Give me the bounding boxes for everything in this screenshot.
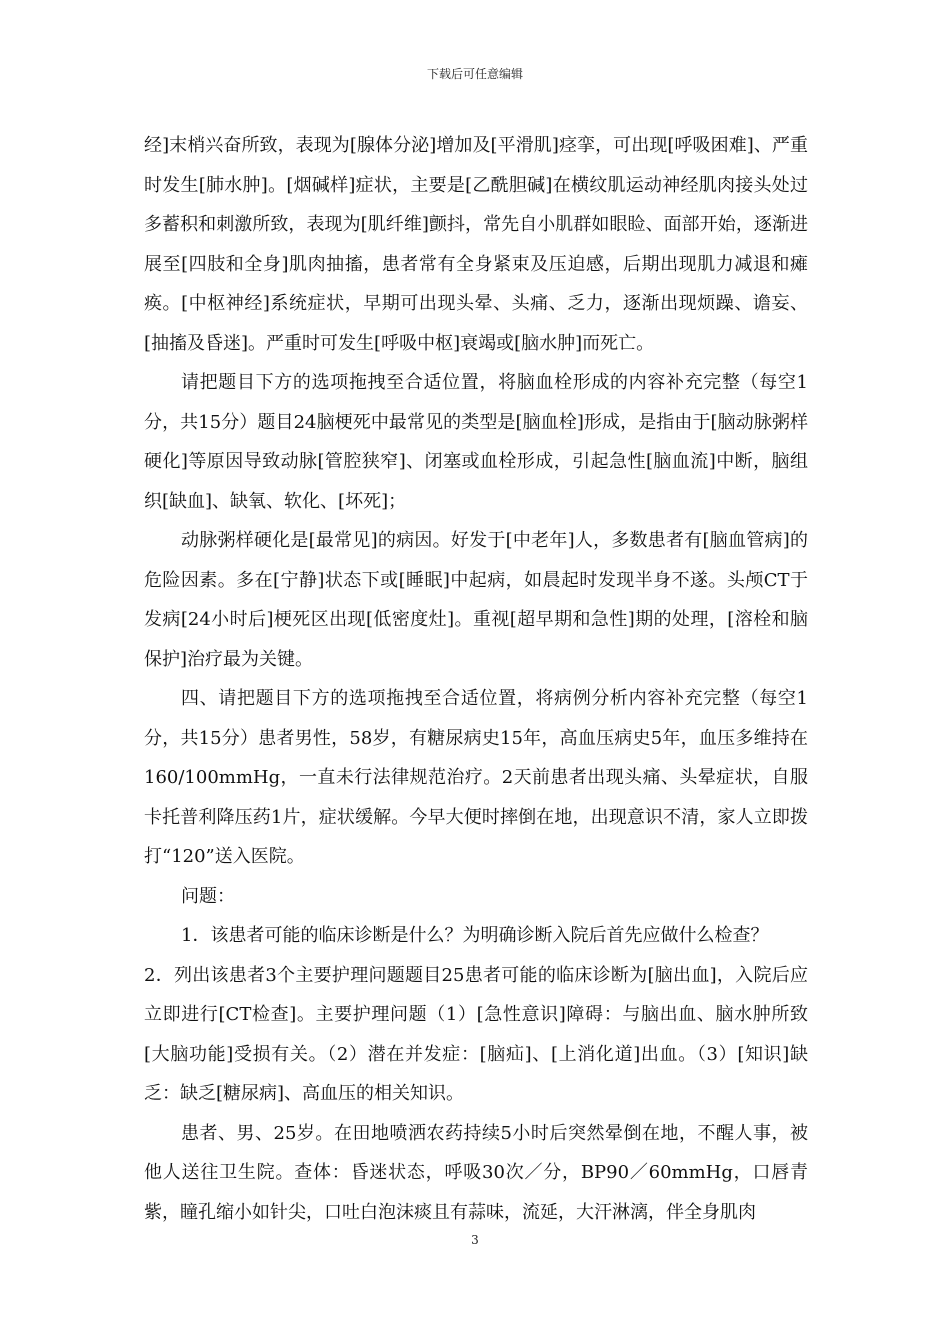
- paragraph-questions-heading: 问题：: [181, 885, 235, 907]
- paragraph-question-2: 2．列出该患者3个主要护理问题题目25患者可能的临床诊断为[脑出血]，入院后应立即进行[CT检查]。主要护理问题（1）[急性意识]障碍：与脑出血、脑水肿所致[大脑功能]受损有关。（2）潜在并发症：[脑疝]、[上消化道]出血。（3）[知识]缺乏：缺乏[糖尿病]、高血压的相关知识。: [144, 964, 808, 1104]
- document-body: [144, 126, 808, 1232]
- paragraph-new-case: 患者、男、25岁。在田地喷洒农药持续5小时后突然晕倒在地，不醒人事，被他人送往卫生院。查体：昏迷状态，呼吸30次／分，BP90／60mmHg，口唇青紫，瞳孔缩小如针尖，口吐白泡沫痰且有蒜味，流延，大汗淋漓，伴全身肌肉: [144, 1122, 808, 1223]
- paragraph-symptoms-continued: 经]末梢兴奋所致，表现为[腺体分泌]增加及[平滑肌]痉挛，可出现[呼吸困难]、严重时发生[肺水肿]。[烟碱样]症状，主要是[乙酰胆碱]在横纹肌运动神经肌肉接头处过多蓄积和刺激所致，表现为[肌纤维]颤抖，常先自小肌群如眼睑、面部开始，逐渐进展至[四肢和全身]肌肉抽搐，患者常有全身紧束及压迫感，后期出现肌力减退和瘫痪。[中枢神经]系统症状，早期可出现头晕、头痛、乏力，逐渐出现烦躁、谵妄、[抽搐及昏迷]。严重时可发生[呼吸中枢]衰竭或[脑水肿]而死亡。: [144, 135, 808, 354]
- page-number: 3: [471, 1233, 479, 1247]
- paragraph-case-analysis: 四、请把题目下方的选项拖拽至合适位置，将病例分析内容补充完整（每空1分，共15分）患者男性，58岁，有糖尿病史15年，高血压病史5年，血压多维持在160/100mmHg，一直未行法律规范治疗。2天前患者出现头痛、头晕症状，自服卡托普利降压药1片，症状缓解。今早大便时摔倒在地，出现意识不清，家人立即拨打“120”送入医院。: [144, 688, 808, 867]
- paragraph-question-1: 1．该患者可能的临床诊断是什么？为明确诊断入院后首先应做什么检查？: [181, 925, 769, 946]
- paragraph-cerebral-thrombosis: 请把题目下方的选项拖拽至合适位置，将脑血栓形成的内容补充完整（每空1分，共15分）题目24脑梗死中最常见的类型是[脑血栓]形成，是指由于[脑动脉粥样硬化]等原因导致动脉[管腔狭窄]、闭塞或血栓形成，引起急性[脑血流]中断，脑组织[缺血]、缺氧、软化、[坏死]；: [144, 372, 808, 512]
- paragraph-atherosclerosis: 动脉粥样硬化是[最常见]的病因。好发于[中老年]人，多数患者有[脑血管病]的危险因素。多在[宁静]状态下或[睡眠]中起病，如晨起时发现半身不遂。头颅CT于发病[24小时后]梗死区出现[低密度灶]。重视[超早期和急性]期的处理，[溶栓和脑保护]治疗最为关键。: [144, 530, 808, 670]
- page-header: 下载后可任意编辑: [426, 67, 523, 81]
